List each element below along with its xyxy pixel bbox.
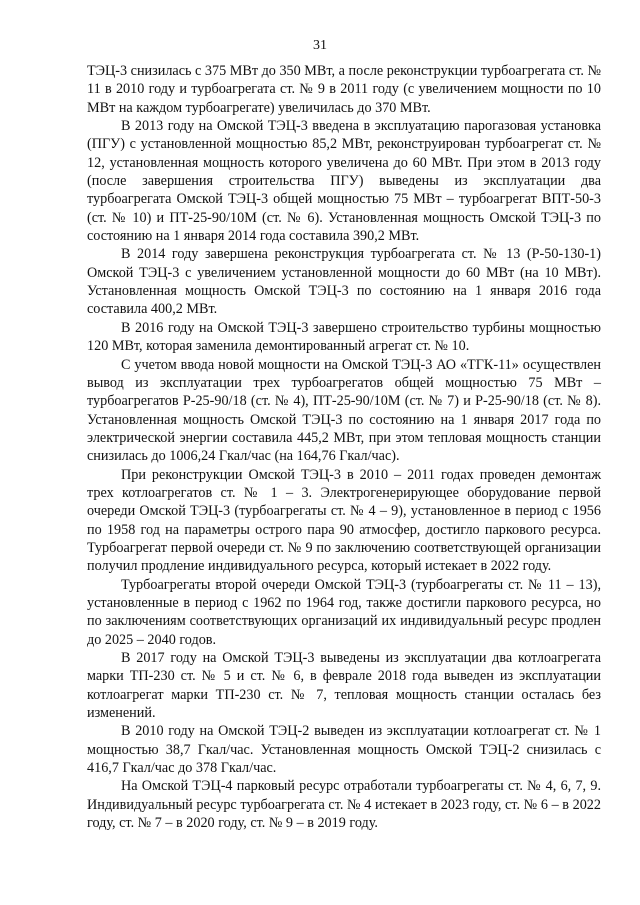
document-body — [87, 62, 601, 832]
paragraph-tec2-2010: В 2010 году на Омской ТЭЦ-2 выведен из эксплуатации котлоагрегат ст. № 1 мощностью 38,7 Гкал/час. Установленная мощность Омской ТЭЦ-2 снизилась с 416,7 Гкал/час до 378 Гкал/час. — [87, 723, 601, 777]
paragraph-tec4-resource: На Омской ТЭЦ-4 парковый ресурс отработали турбоагрегаты ст. № 4, 6, 7, 9. Индивидуальный ресурс турбоагрегата ст. № 4 истекает в 2023 году, ст. № 6 – в 2022 году, ст. № 7 – в 2020 году, ст. № 9 – в 2019 году. — [87, 778, 601, 832]
paragraph-2016-turbine: В 2016 году на Омской ТЭЦ-3 завершено строительство турбины мощностью 120 МВт, которая заменила демонтированный агрегат ст. № 10. — [87, 319, 601, 355]
paragraph-first-stage-resource: При реконструкции Омской ТЭЦ-3 в 2010 – 2011 годах проведен демонтаж трех котлоагрегатов ст. № 1 – 3. Электрогенерирующее оборудование первой очереди Омской ТЭЦ-3 (турбоагрегаты ст. № 4 – 9), установленное в период с 1956 по 1958 год на параметры острого пара 90 атмосфер, достигло паркового ресурса. Турбоагрегат первой очереди ст. № 9 по заключению соответствующей организации получил продление индивидуального ресурса, который истекает в 2022 году. — [87, 466, 601, 575]
paragraph-decommissioning-tgk11: С учетом ввода новой мощности на Омской ТЭЦ-3 АО «ТГК-11» осуществлен вывод из эксплуатации трех турбоагрегатов общей мощностью 75 МВт – турбоагрегатов Р-25-90/18 (ст. № 4), ПТ-25-90/10М (ст. № 7) и Р-25-90/18 (ст. № 8). Установленная мощность Омской ТЭЦ-3 по состоянию на 1 января 2017 года по электрической энергии составила 445,2 МВт, при этом тепловая мощность станции снизилась до 1006,24 Гкал/час (на 164,76 Гкал/час). — [87, 356, 601, 465]
paragraph-second-stage-resource: Турбоагрегаты второй очереди Омской ТЭЦ-3 (турбоагрегаты ст. № 11 – 13), установленные в период с 1962 по 1964 год, также достигли паркового ресурса, но по заключениям соответствующих организаций их индивидуальный ресурс продлен до 2025 – 2040 годов. — [87, 576, 601, 648]
paragraph-2013-pgu: В 2013 году на Омской ТЭЦ-3 введена в эксплуатацию парогазовая установка (ПГУ) с установленной мощностью 85,2 МВт, реконструирован турбоагрегат ст. № 12, установленная мощность которого увеличена до 60 МВт. При этом в 2013 году (после завершения строительства ПГУ) выведены из эксплуатации два турбоагрегата Омской ТЭЦ-3 общей мощностью 75 МВт – турбоагрегат ВПТ-50-3 (ст. № 10) и ПТ-25-90/10М (ст. № 6). Установленная мощность Омской ТЭЦ-3 по состоянию на 1 января 2014 года составила 390,2 МВт. — [87, 118, 601, 245]
paragraph-2017-boilers: В 2017 году на Омской ТЭЦ-3 выведены из эксплуатации два котлоагрегата марки ТП-230 ст. № 5 и ст. № 6, в феврале 2018 года выведен из эксплуатации котлоагрегат марки ТП-230 ст. № 7, тепловая мощность станции осталась без изменений. — [87, 650, 601, 722]
page-number: 31 — [313, 38, 327, 53]
paragraph-tec3-capacity-change: ТЭЦ-3 снизилась с 375 МВт до 350 МВт, а после реконструкции турбоагрегата ст. № 11 в 2010 году и турбоагрегата ст. № 9 в 2011 году (с увеличением мощности по 10 МВт на каждом турбоагрегате) увеличилась до 370 МВт. — [87, 63, 601, 116]
paragraph-2014-reconstruction: В 2014 году завершена реконструкция турбоагрегата ст. № 13 (Р-50-130-1) Омской ТЭЦ-3 с увеличением установленной мощности до 60 МВт (на 10 МВт). Установленная мощность Омской ТЭЦ-3 по состоянию на 1 января 2016 года составила 400,2 МВт. — [87, 246, 601, 318]
